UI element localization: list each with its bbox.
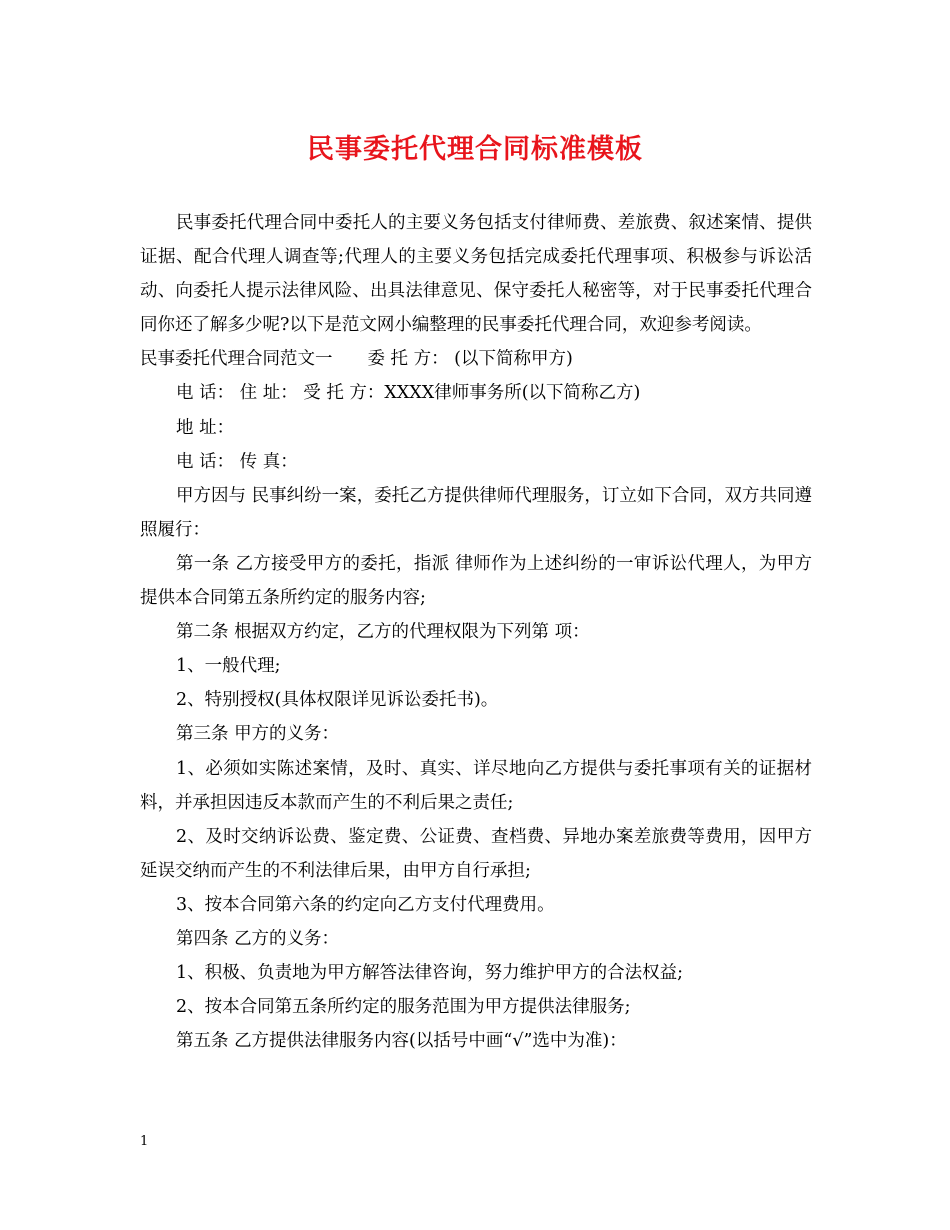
paragraph-intro: 民事委托代理合同中委托人的主要义务包括支付律师费、差旅费、叙述案情、提供证据、配合代理人调查等;代理人的主要义务包括完成委托代理事项、积极参与诉讼活动、向委托人提示法律风险、出具法律意见、保守委托人秘密等，对于民事委托代理合同你还了解多少呢?以下是范文网小编整理的民事委托代理合同，欢迎参考阅读。 [140, 213, 812, 336]
list-item: 1、积极、负责地为甲方解答法律咨询，努力维护甲方的合法权益; [176, 963, 684, 984]
paragraph-address: 地 址： [176, 417, 235, 438]
paragraph-phone-fax: 电 话： 传 真： [176, 451, 298, 472]
paragraph-preamble: 甲方因与 民事纠纷一案，委托乙方提供律师代理服务，订立如下合同，双方共同遵照履行： [140, 485, 812, 540]
list-item: 2、特别授权(具体权限详见诉讼委托书)。 [176, 690, 499, 711]
document-body [140, 206, 812, 1058]
list-item: 1、必须如实陈述案情，及时、真实、详尽地向乙方提供与委托事项有关的证据材料，并承担因违反本款而产生的不利后果之责任; [140, 758, 812, 813]
paragraph-article-5: 第五条 乙方提供法律服务内容(以括号中画“√”选中为准)： [176, 1031, 627, 1052]
paragraph-article-3: 第三条 甲方的义务： [176, 724, 340, 745]
list-item: 3、按本合同第六条的约定向乙方支付代理费用。 [176, 894, 555, 915]
paragraph-article-1: 第一条 乙方接受甲方的委托，指派 律师作为上述纠纷的一审诉讼代理人，为甲方提供本合同第五条所约定的服务内容; [140, 553, 812, 609]
paragraph-party-contact: 电 话： 住 址： 受 托 方：XXXX律师事务所(以下简称乙方) [176, 383, 641, 404]
list-item: 2、及时交纳诉讼费、鉴定费、公证费、查档费、异地办案差旅费等费用，因甲方延误交纳而产生的不利法律后果，由甲方自行承担; [140, 826, 812, 881]
paragraph-sample-heading: 民事委托代理合同范文一 委 托 方： (以下简称甲方) [140, 349, 573, 370]
list-item: 2、按本合同第五条所约定的服务范围为甲方提供法律服务; [176, 997, 631, 1018]
list-item: 1、一般代理; [176, 656, 281, 677]
page-number: 1 [140, 1134, 149, 1149]
paragraph-article-4: 第四条 乙方的义务： [176, 928, 340, 949]
document-title: 民事委托代理合同标准模板 [307, 134, 643, 165]
paragraph-article-2: 第二条 根据双方约定，乙方的代理权限为下列第 项： [176, 622, 590, 643]
